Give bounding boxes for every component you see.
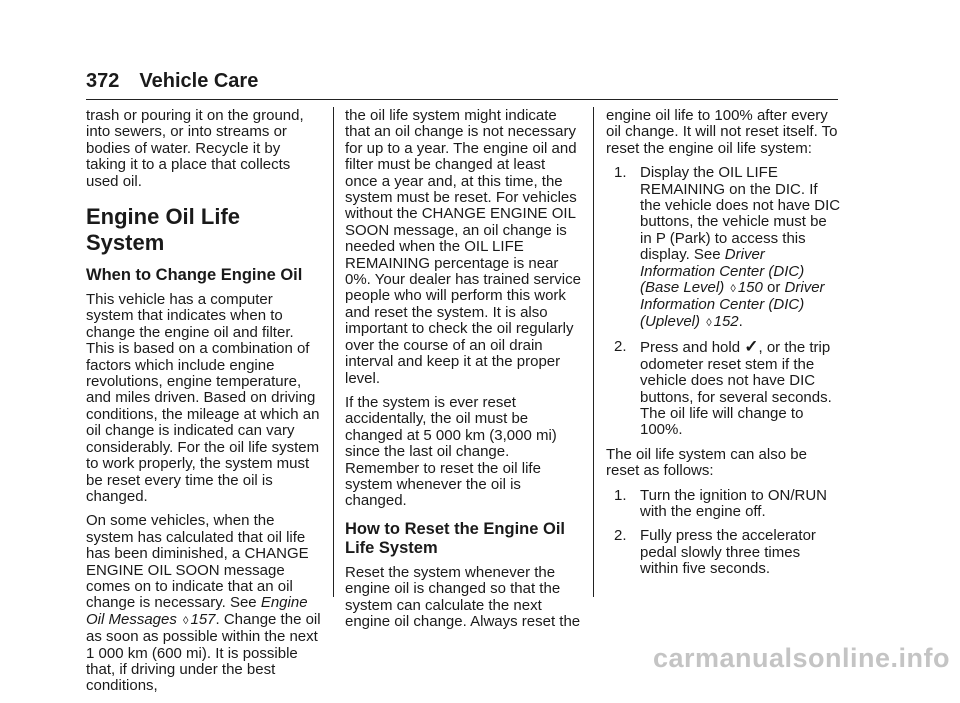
alternative-steps-list	[606, 488, 842, 578]
link-dic-uplevel[interactable]: Driver Information Center (DIC) (Uplevel)	[640, 279, 825, 330]
paragraph-reset-alternative: The oil life system can also be reset as follows:	[606, 445, 807, 480]
watermark: carmanualsonline.info	[652, 643, 950, 673]
link-engine-oil-messages[interactable]: Engine Oil Messages	[86, 594, 308, 628]
intro-paragraph: trash or pouring it on the ground, into sewers, or into streams or bodies of water. Recycle it by taking it to a place that collects used oil.	[86, 107, 304, 190]
checkmark-icon: ✓	[744, 337, 759, 357]
page-ref-150[interactable]: 150	[737, 279, 763, 297]
paragraph-reset-100: engine oil life to 100% after every oil change. It will not reset itself. To reset the engine oil life system:	[606, 107, 838, 157]
list-item: 1. Turn the ignition to ON/RUN with the engine off.	[614, 486, 828, 520]
page-ref-152[interactable]: 152	[713, 312, 739, 330]
subheading-how-to-reset: How to Reset the Engine Oil Life System	[345, 519, 566, 557]
reset-steps-list	[606, 165, 842, 439]
paragraph-change-oil-soon: On some vehicles, when the system has calculated that oil life has been diminished, a CHANGE ENGINE OIL SOON message comes on to indicate that an oil change is necessary. See Engine Oil Messages ◊ 157. Change the oil as soon as possible within the next 1 000 km (600 mi). It is possible that, if driving under the best conditions,	[86, 512, 321, 695]
section-title: Vehicle Care	[139, 70, 259, 92]
paragraph-computer-system: This vehicle has a computer system that indicates when to change the engine oil and filter. This is based on a combination of factors which include engine revolutions, engine temperature, and miles driven. Based on driving conditions, the mileage at which an oil change is indicated can vary considerably. For the oil life system to work properly, the system must be reset every time the oil is changed.	[86, 291, 320, 505]
link-dic-base-level[interactable]: Driver Information Center (DIC) (Base Level)	[640, 246, 805, 297]
page-ref-icon: ◊	[706, 316, 712, 329]
column-divider-left	[333, 107, 334, 597]
list-item: 1. Display the OIL LIFE REMAINING on the DIC. If the vehicle does not have DIC buttons, the vehicle must be in P (Park) to access this display. See Driver Information Center (DIC) (Base Level) ◊ 150 or Driver Information Center (DIC) (Uplevel) ◊ 152.	[614, 164, 841, 330]
subheading-when-to-change: When to Change Engine Oil	[86, 266, 303, 285]
page-ref-icon: ◊	[183, 614, 189, 627]
header-rule	[86, 99, 838, 100]
column-1	[86, 108, 322, 703]
paragraph-oil-life-year: the oil life system might indicate that an oil change is not necessary for up to a year. The engine oil and filter must be changed at least once a year and, at this time, the system must be reset. For vehicles without the CHANGE ENGINE OIL SOON message, an oil change is needed when the OIL LIFE REMAINING percentage is near 0%. Your dealer has trained service people who will perform this work and reset the system. It is also important to check the oil regularly over the course of an oil drain interval and keep it at the proper level.	[345, 107, 581, 387]
column-2	[345, 108, 581, 638]
page-header	[86, 70, 258, 93]
list-item: 2. Press and hold ✓, or the trip odometer reset stem if the vehicle does not have DIC buttons, for several seconds. The oil life will change to 100%.	[614, 337, 832, 439]
column-3	[606, 108, 842, 586]
column-divider-right	[593, 107, 594, 597]
page-number: 372	[86, 70, 120, 92]
paragraph-reset-system: Reset the system whenever the engine oil is changed so that the system can calculate the next engine oil change. Always reset the	[345, 563, 581, 630]
page-ref-157[interactable]: 157	[190, 610, 216, 628]
paragraph-reset-accidentally: If the system is ever reset accidentally, the oil must be changed at 5 000 km (3,000 mi) since the last oil change. Remember to reset the oil life system whenever the oil is changed.	[345, 393, 557, 510]
heading-engine-oil-life-system: Engine Oil Life System	[86, 204, 241, 256]
page-ref-icon: ◊	[730, 283, 736, 296]
list-item: 2. Fully press the accelerator pedal slowly three times within five seconds.	[614, 527, 816, 578]
